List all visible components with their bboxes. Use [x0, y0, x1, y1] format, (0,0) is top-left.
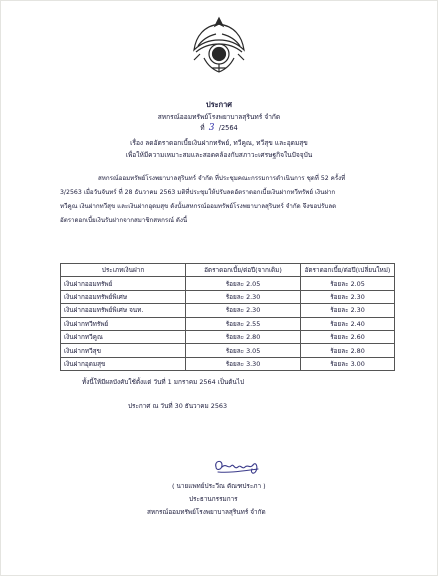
new-rate: ร้อยละ 2.60 [301, 330, 395, 343]
new-rate: ร้อยละ 2.40 [301, 317, 395, 330]
old-rate: ร้อยละ 3.05 [186, 344, 301, 357]
body-line-2: 3/2563 เมื่อวันจันทร์ ที่ 28 ธันวาคม 2563 มติที่ประชุมให้ปรับลดอัตราดอกเบี้ยเงินฝากทวีทรัพย์ เงินฝาก [60, 189, 336, 196]
table-row [61, 290, 395, 303]
signer-name: ( นายแพทย์ประวีณ ตัณฑประภา ) [172, 482, 266, 490]
signer-organization: สหกรณ์ออมทรัพย์โรงพยาบาลสุรินทร์ จำกัด [147, 508, 266, 516]
announcement-title: ประกาศ [206, 100, 232, 109]
header-new-rate: อัตราดอกเบี้ย/ต่อปี(เปลี่ยนใหม่) [301, 264, 395, 277]
new-rate: ร้อยละ 3.00 [301, 357, 395, 370]
table-row [61, 317, 395, 330]
deposit-type: เงินฝากทวีสุข [61, 344, 186, 357]
new-rate: ร้อยละ 2.05 [301, 277, 395, 290]
announcement-number [0, 122, 438, 133]
purpose-line: เพื่อให้มีความเหมาะสมและสอดคล้องกับสภาวะเศรษฐกิจในปัจจุบัน [125, 151, 313, 159]
new-rate: ร้อยละ 2.30 [301, 304, 395, 317]
signature [212, 455, 262, 477]
new-rate: ร้อยละ 2.80 [301, 344, 395, 357]
table-row [61, 357, 395, 370]
deposit-type: เงินฝากอุดมสุข [61, 357, 186, 370]
table-header-row [61, 264, 395, 277]
number-prefix: ที่ [200, 124, 205, 132]
interest-rate-table [60, 263, 395, 371]
effective-date: ทั้งนี้ให้มีผลบังคับใช้ตั้งแต่ วันที่ 1 มกราคม 2564 เป็นต้นไป [82, 378, 245, 386]
deposit-type: เงินฝากออมทรัพย์พิเศษ [61, 290, 186, 303]
number-suffix: /2564 [218, 124, 238, 132]
old-rate: ร้อยละ 2.30 [186, 290, 301, 303]
old-rate: ร้อยละ 2.05 [186, 277, 301, 290]
organization-name: สหกรณ์ออมทรัพย์โรงพยาบาลสุรินทร์ จำกัด [157, 113, 281, 121]
old-rate: ร้อยละ 2.55 [186, 317, 301, 330]
table-row [61, 277, 395, 290]
table-row [61, 330, 395, 343]
old-rate: ร้อยละ 3.30 [186, 357, 301, 370]
body-line-1: สหกรณ์ออมทรัพย์โรงพยาบาลสุรินทร์ จำกัด ที่ประชุมคณะกรรมการดำเนินการ ชุดที่ 52 ครั้งที่ [98, 175, 346, 182]
deposit-type: เงินฝากออมทรัพย์พิเศษ จนท. [61, 304, 186, 317]
new-rate: ร้อยละ 2.30 [301, 290, 395, 303]
emblem-logo [190, 14, 248, 78]
handwritten-number: 3 [208, 123, 215, 133]
deposit-type: เงินฝากทวีทรัพย์ [61, 317, 186, 330]
table-row [61, 344, 395, 357]
deposit-type: เงินฝากออมทรัพย์ [61, 277, 186, 290]
announcement-date: ประกาศ ณ วันที่ 30 ธันวาคม 2563 [128, 402, 228, 410]
body-line-3: ทวีคูณ เงินฝากทวีสุข และเงินฝากอุดมสุข ดังนั้นสหกรณ์ออมทรัพย์โรงพยาบาลสุรินทร์ จำกัด จึงขอปรับลด [60, 203, 337, 210]
header-old-rate: อัตราดอกเบี้ย/ต่อปี(จากเดิม) [186, 264, 301, 277]
table-row [61, 304, 395, 317]
deposit-type: เงินฝากทวีคูณ [61, 330, 186, 343]
body-line-4: อัตราดอกเบี้ยเงินรับฝากจากสมาชิกสหกรณ์ ดังนี้ [60, 217, 188, 224]
header-deposit-type: ประเภทเงินฝาก [61, 264, 186, 277]
old-rate: ร้อยละ 2.80 [186, 330, 301, 343]
signer-position: ประธานกรรมการ [189, 495, 238, 503]
subject-line: เรื่อง ลดอัตราดอกเบี้ยเงินฝากทรัพย์, ทวีคูณ, ทวีสุข และอุดมสุข [130, 139, 308, 147]
old-rate: ร้อยละ 2.30 [186, 304, 301, 317]
